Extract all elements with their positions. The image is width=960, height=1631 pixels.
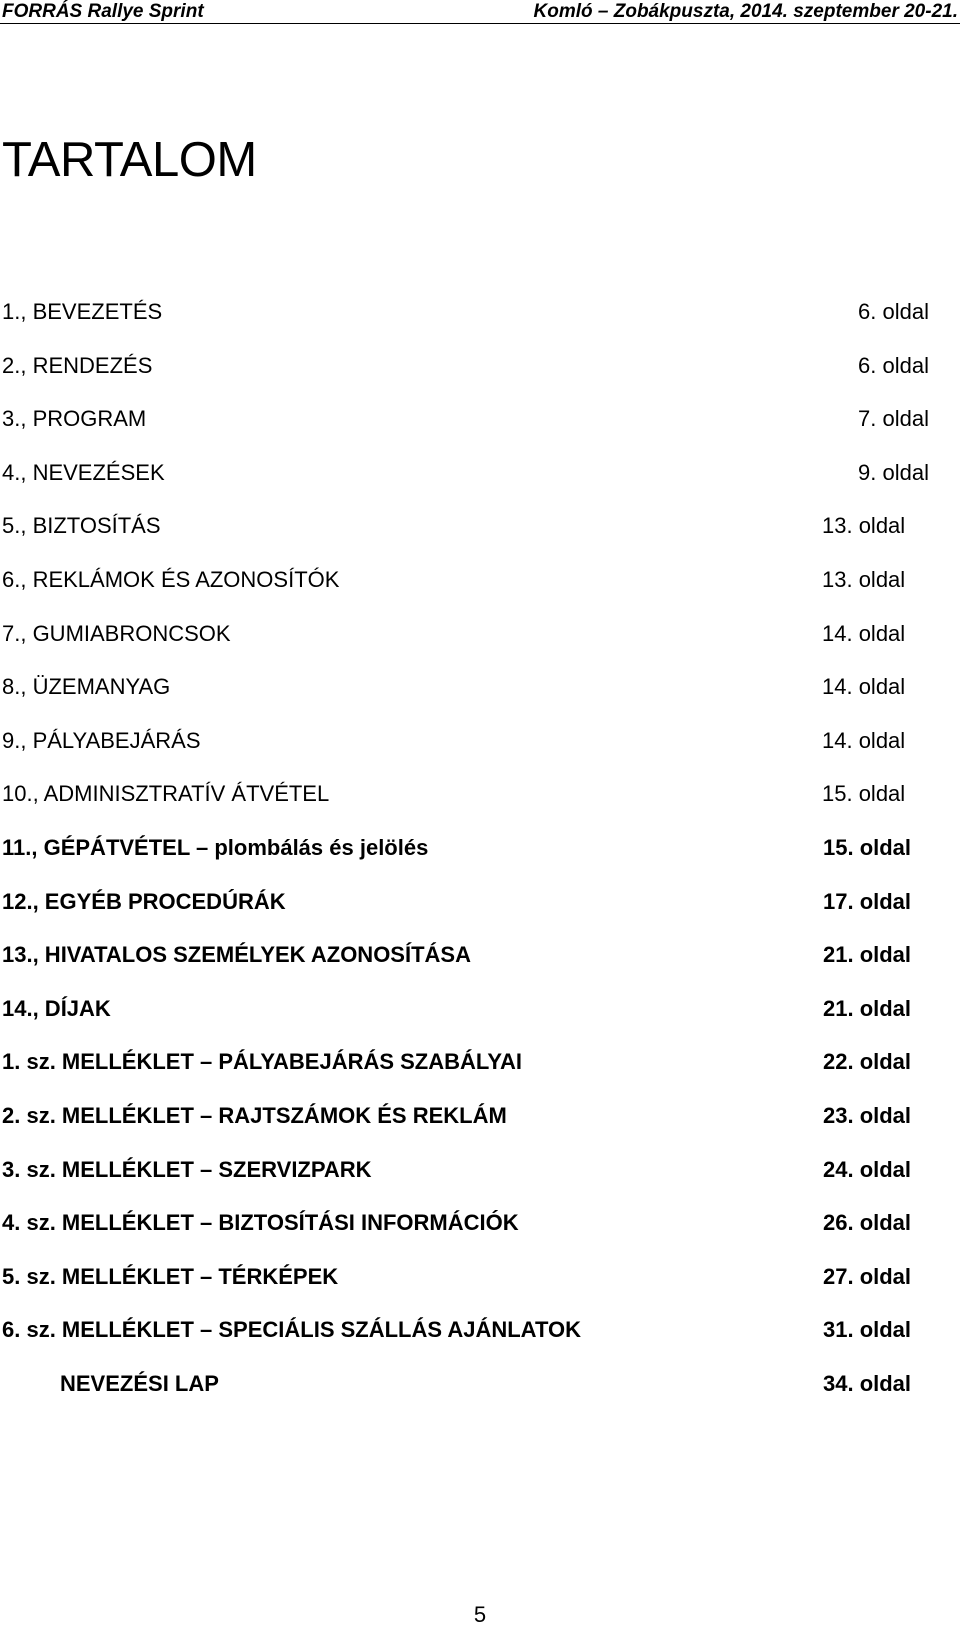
toc-entry-page: 21. oldal [823, 942, 912, 968]
toc-entry-page: 17. oldal [823, 888, 912, 914]
header-rule [0, 23, 960, 24]
toc-entry-page: 14. oldal [822, 620, 906, 646]
table-of-contents [0, 298, 960, 1423]
toc-entry-page: 9. oldal [858, 459, 929, 485]
toc-entry [0, 1156, 960, 1210]
toc-entry [0, 1048, 960, 1102]
header-event-name: FORRÁS Rallye Sprint [2, 1, 204, 22]
toc-entry [0, 834, 960, 888]
toc-entry-title: 2. sz. MELLÉKLET – RAJTSZÁMOK ÉS REKLÁM [2, 1102, 507, 1128]
toc-entry-title: 1., BEVEZETÉS [2, 299, 163, 324]
toc-entry-page: 26. oldal [823, 1210, 912, 1236]
toc-entry [0, 780, 960, 834]
toc-entry [0, 941, 960, 995]
toc-entry-title: 13., HIVATALOS SZEMÉLYEK AZONOSÍTÁSA [2, 942, 471, 968]
toc-entry-title: 5., BIZTOSÍTÁS [2, 513, 161, 539]
toc-entry-title: 4. sz. MELLÉKLET – BIZTOSÍTÁSI INFORMÁCIÓK [2, 1210, 519, 1236]
toc-entry-title: 5. sz. MELLÉKLET – TÉRKÉPEK [2, 1263, 339, 1289]
toc-entry-title: 1. sz. MELLÉKLET – PÁLYABEJÁRÁS SZABÁLYAI [2, 1049, 522, 1075]
toc-entry [0, 459, 960, 513]
header-event-location-date: Komló – Zobákpuszta, 2014. szeptember 20-21. [533, 1, 958, 22]
toc-entry-page: 22. oldal [823, 1049, 912, 1075]
toc-entry [0, 1316, 960, 1370]
page-number: 5 [473, 1602, 487, 1627]
toc-entry-page: 27. oldal [823, 1263, 912, 1289]
toc-entry-title: 9., PÁLYABEJÁRÁS [2, 727, 201, 753]
toc-entry [0, 352, 960, 406]
toc-entry [0, 1209, 960, 1263]
toc-entry [0, 620, 960, 674]
toc-entry-title: 3. sz. MELLÉKLET – SZERVIZPARK [2, 1156, 372, 1182]
toc-entry-page: 14. oldal [822, 727, 906, 753]
toc-entry-title: 4., NEVEZÉSEK [2, 459, 165, 485]
toc-entry-page: 14. oldal [822, 674, 906, 700]
toc-entry [0, 512, 960, 566]
toc-entry [0, 727, 960, 781]
toc-entry-page: 15. oldal [822, 781, 906, 807]
toc-entry-page: 23. oldal [823, 1102, 912, 1128]
toc-entry-title: 6., REKLÁMOK ÉS AZONOSÍTÓK [2, 566, 340, 592]
toc-entry-title: 12., EGYÉB PROCEDÚRÁK [2, 888, 286, 914]
toc-entry [0, 673, 960, 727]
toc-entry-page: 7. oldal [858, 406, 929, 432]
toc-entry-page: 13. oldal [822, 566, 906, 592]
toc-entry-title: 10., ADMINISZTRATÍV ÁTVÉTEL [2, 781, 330, 807]
toc-entry-page: 34. oldal [823, 1370, 912, 1396]
toc-entry-title: 7., GUMIABRONCSOK [2, 620, 231, 646]
toc-entry [0, 405, 960, 459]
toc-entry [0, 1102, 960, 1156]
toc-entry [0, 995, 960, 1049]
toc-entry-title: 11., GÉPÁTVÉTEL – plombálás és jelölés [2, 834, 429, 860]
toc-entry-title: 3., PROGRAM [2, 406, 147, 432]
toc-entry [0, 1263, 960, 1317]
running-header [0, 0, 960, 24]
toc-entry-page: 13. oldal [822, 513, 906, 539]
toc-entry-page: 31. oldal [823, 1317, 912, 1343]
page-title: TARTALOM [2, 133, 257, 187]
toc-entry-page: 15. oldal [823, 834, 912, 860]
toc-entry-title: 8., ÜZEMANYAG [2, 674, 171, 700]
toc-entry-page: 24. oldal [823, 1156, 912, 1182]
toc-entry [0, 566, 960, 620]
toc-entry [0, 1370, 960, 1424]
toc-entry [0, 298, 960, 352]
toc-entry-title: 6. sz. MELLÉKLET – SPECIÁLIS SZÁLLÁS AJÁNLATOK [2, 1317, 581, 1343]
toc-entry-title: NEVEZÉSI LAP [60, 1370, 219, 1396]
toc-entry-title: 14., DÍJAK [2, 995, 111, 1021]
toc-entry-page: 21. oldal [823, 995, 912, 1021]
toc-entry-page: 6. oldal [858, 352, 929, 378]
toc-entry-page: 6. oldal [858, 299, 929, 324]
toc-entry [0, 888, 960, 942]
toc-entry-title: 2., RENDEZÉS [2, 352, 153, 378]
